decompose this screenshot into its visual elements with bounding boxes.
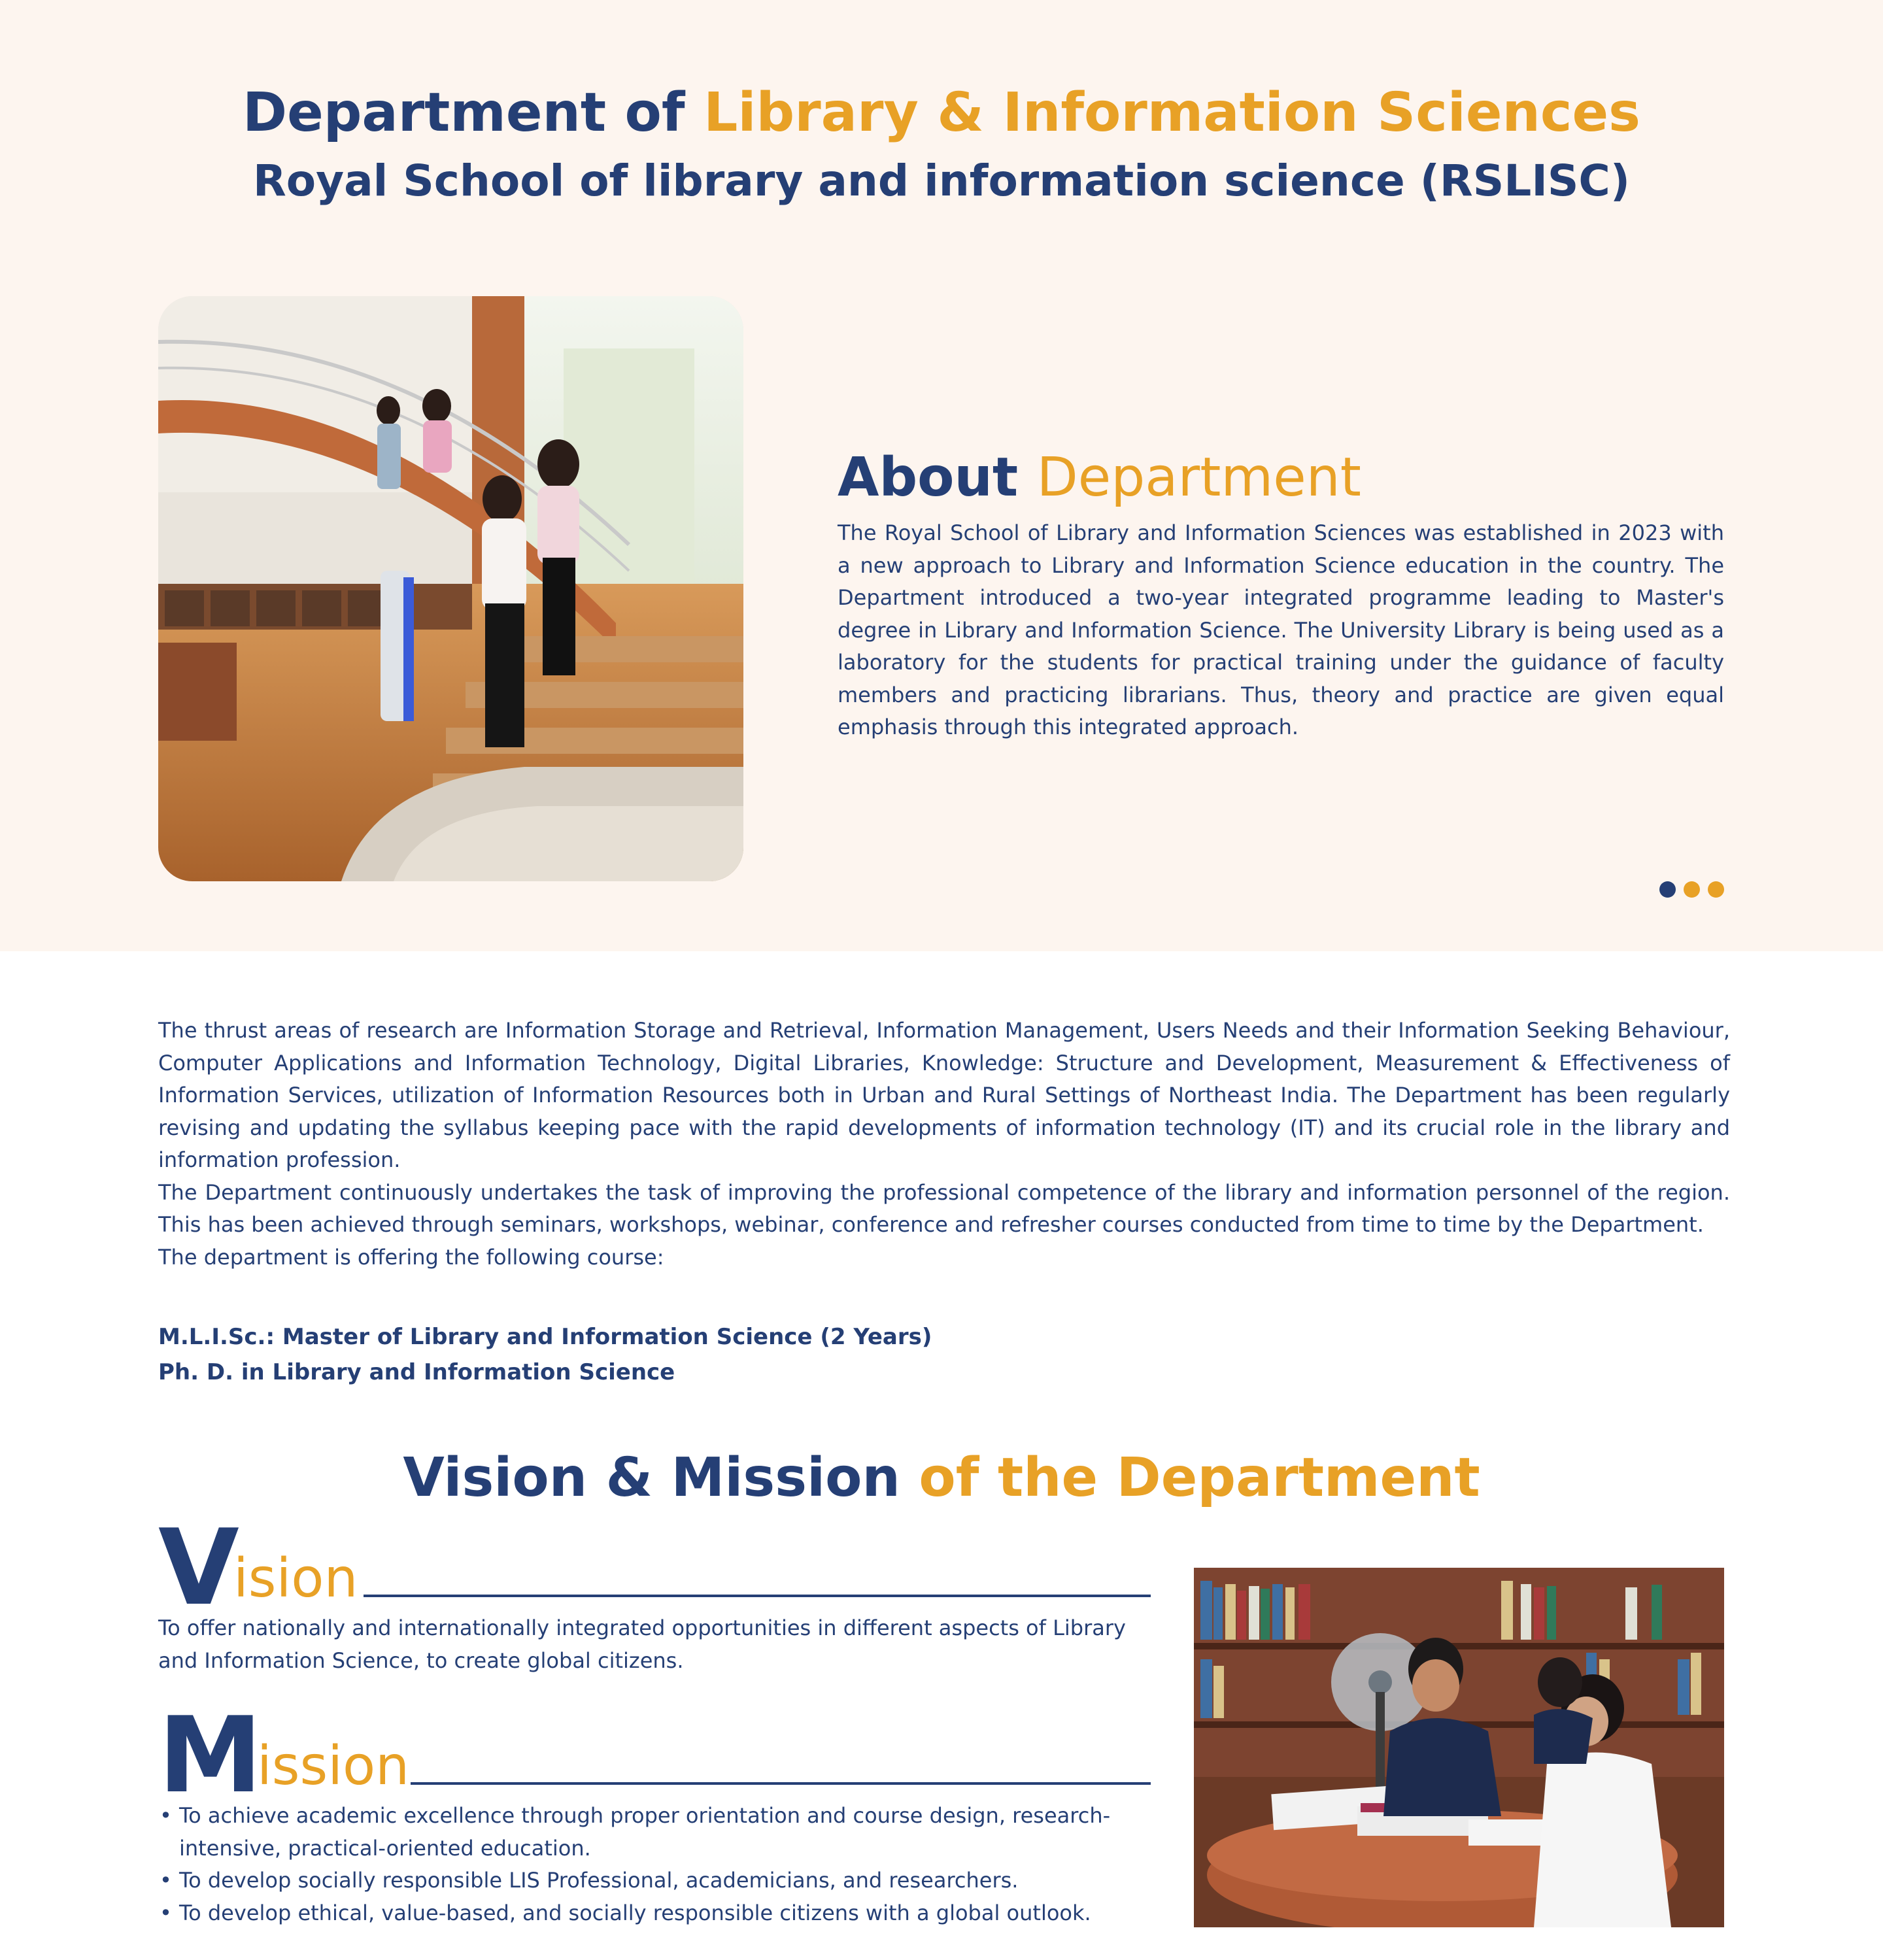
page-title [0,77,1883,149]
students-studying-photo [1194,1568,1724,1927]
carousel-dot-2[interactable] [1684,881,1700,898]
page-subtitle-part1: Royal School of [252,156,628,206]
details-paragraph-2: The Department continuously undertakes the task of improving the professional competence of the library and information personnel of the region. This has been achieved through seminars, workshops, webinar, conference and refresher courses conducted from time to time by the Department. [158,1179,1730,1237]
about-title-part2: Department [1036,447,1361,509]
about-title-part1: About [838,447,1019,509]
vision-initial-letter: V [158,1506,239,1629]
mission-heading-rest: ission [257,1735,410,1797]
vision-text: To offer nationally and internationally integrated opportunities in different aspects of Library and Information Science, to create global citizens. [158,1615,1126,1673]
mission-divider [411,1782,1151,1785]
carousel-dot-3[interactable] [1708,881,1724,898]
vision-heading-rest: ision [233,1547,358,1610]
details-paragraph-1: The thrust areas of research are Information Storage and Retrieval, Information Management, Users Needs and their Information Seeking Behaviour, Computer Applications and Information Technology, Digital Libraries, Knowledge: Structure and Development, Measurement & Effectiveness of Information Services, utilization of Information Resources both in Urban and Rural Settings of Northeast India. The Department has been regularly revising and updating the syllabus keeping pace with the rapid developments of information technology (IT) and its crucial role in the library and information profession. [158,1018,1730,1172]
carousel-dots [1659,881,1724,898]
vision-mission-title-part2: of the Department [919,1447,1480,1509]
mission-item: • To develop socially responsible LIS Professional, academicians, and researchers. [158,1865,1165,1897]
mission-item: • To achieve academic excellence through proper orientation and course design, research-intensive, practical-oriented education. [158,1800,1165,1865]
course-list [158,1319,932,1390]
page-title-part2: Library & Information Sciences [704,82,1640,144]
details-paragraph-3: The department is offering the following course: [158,1244,664,1270]
about-title [838,442,1361,514]
vision-divider [364,1595,1151,1597]
course-item: M.L.I.Sc.: Master of Library and Information Science (2 Years) [158,1324,932,1350]
vision-mission-title-part1: Vision & Mission [403,1447,900,1509]
staircase-photo [158,296,743,881]
vision-mission-title [0,1442,1883,1514]
carousel-dot-1[interactable] [1659,881,1676,898]
about-description: The Royal School of Library and Information Sciences was established in 2023 with a new approach to Library and Information Science education in the country. The Department introduced a two-year integrated programme leading to Master's degree in Library and Information Science. The University Library is being used as a laboratory for the students for practical training under the guidance of faculty members and practicing librarians. Thus, theory and practice are given equal emphasis through this integrated approach. [838,520,1724,739]
mission-item: • To develop ethical, value-based, and socially responsible citizens with a global outlook. [158,1897,1165,1930]
page-title-part1: Department of [243,82,685,144]
course-item: Ph. D. in Library and Information Science [158,1359,675,1385]
mission-initial-letter: M [158,1694,263,1816]
page-subtitle-part2: library and information science (RSLISC) [643,156,1631,206]
mission-list [158,1800,1165,1929]
page-subtitle [0,152,1883,211]
department-details [158,1015,1730,1274]
